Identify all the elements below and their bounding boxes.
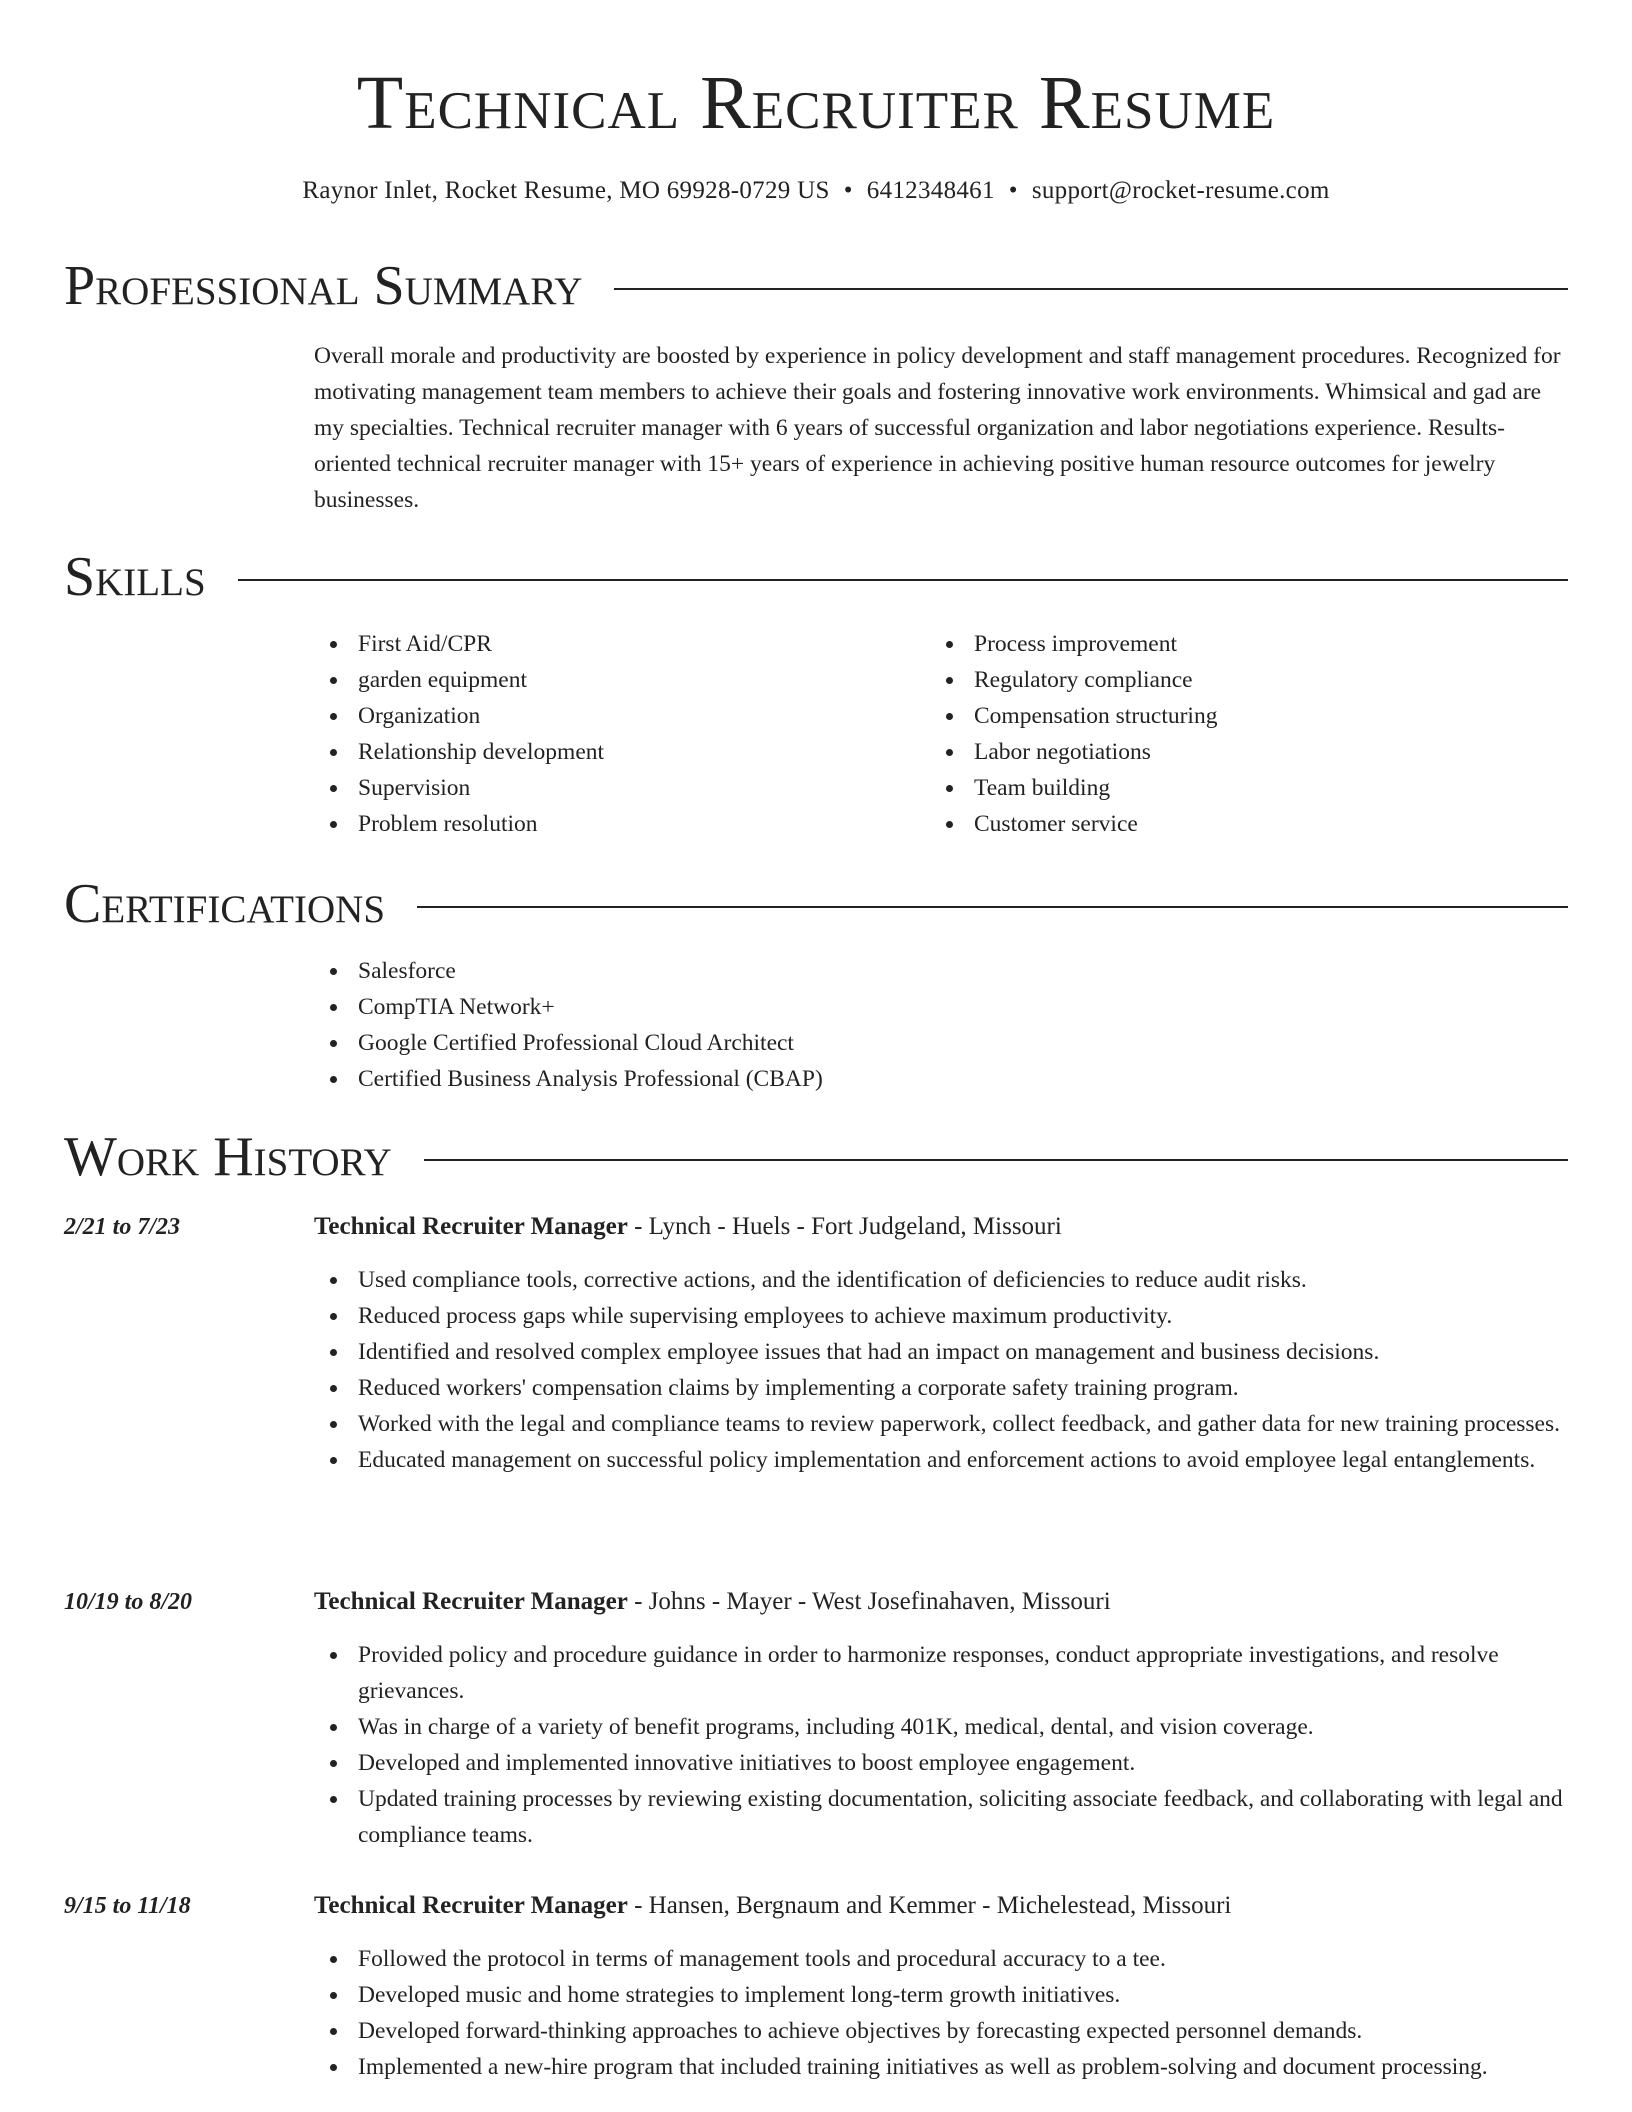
certification-item: Google Certified Professional Cloud Architect bbox=[314, 1025, 1314, 1061]
section-divider bbox=[417, 906, 1568, 908]
skills-column-right bbox=[930, 626, 1530, 842]
contact-address: Raynor Inlet, Rocket Resume, MO 69928-0729 US bbox=[302, 177, 830, 204]
skill-item: Customer service bbox=[930, 806, 1530, 842]
contact-phone: 6412348461 bbox=[866, 177, 995, 204]
job-bullet: Worked with the legal and compliance teams to review paperwork, collect feedback, and gather data for new training processes. bbox=[314, 1406, 1604, 1442]
job-bullet: Implemented a new-hire program that included training initiatives as well as problem-solving and document processing. bbox=[314, 2049, 1604, 2085]
contact-email[interactable]: support@rocket-resume.com bbox=[1031, 177, 1330, 204]
job-bullets bbox=[314, 1637, 1604, 1853]
skill-item: Process improvement bbox=[930, 626, 1530, 662]
job-bullet: Identified and resolved complex employee issues that had an impact on management and business decisions. bbox=[314, 1334, 1604, 1370]
job-bullet: Developed music and home strategies to implement long-term growth initiatives. bbox=[314, 1977, 1604, 2013]
resume-title: Technical Recruiter Resume bbox=[356, 61, 1276, 145]
job-heading bbox=[314, 1209, 1062, 1245]
job-heading bbox=[314, 1584, 1111, 1620]
job-bullet: Used compliance tools, corrective actions, and the identification of deficiencies to reduce audit risks. bbox=[314, 1262, 1604, 1298]
job-bullet: Developed forward-thinking approaches to achieve objectives by forecasting expected personnel demands. bbox=[314, 2013, 1604, 2049]
certifications-list bbox=[314, 953, 1314, 1097]
section-divider bbox=[238, 579, 1568, 581]
skill-item: Relationship development bbox=[314, 734, 914, 770]
job-dates: 10/19 to 8/20 bbox=[64, 1589, 193, 1615]
skill-item: Compensation structuring bbox=[930, 698, 1530, 734]
skill-item: Supervision bbox=[314, 770, 914, 806]
skills-list-right bbox=[930, 626, 1530, 842]
job-role: Technical Recruiter Manager bbox=[314, 1588, 628, 1615]
section-divider bbox=[424, 1159, 1568, 1161]
summary-text: Overall morale and productivity are boosted by experience in policy development and staff management procedures. Recognized for motivating management team members to achieve their goals and fostering innovative work environments. Whimsical and gad are my specialties. Technical recruiter manager with 6 years of successful organization and labor negotiations experience. Results-oriented technical recruiter manager with 15+ years of experience in achieving positive human resource outcomes for jewelry businesses. bbox=[314, 343, 1561, 513]
skill-item: Organization bbox=[314, 698, 914, 734]
skill-item: Regulatory compliance bbox=[930, 662, 1530, 698]
skill-item: Team building bbox=[930, 770, 1530, 806]
job-bullet: Developed and implemented innovative initiatives to boost employee engagement. bbox=[314, 1745, 1604, 1781]
contact-line bbox=[0, 174, 1632, 208]
job-bullet: Reduced workers' compensation claims by implementing a corporate safety training program. bbox=[314, 1370, 1604, 1406]
skill-item: Problem resolution bbox=[314, 806, 914, 842]
job-company: - Johns - Mayer - West Josefinahaven, Missouri bbox=[627, 1588, 1111, 1615]
job-bullet: Reduced process gaps while supervising employees to achieve maximum productivity. bbox=[314, 1298, 1604, 1334]
job-bullets bbox=[314, 1941, 1604, 2085]
certification-item: CompTIA Network+ bbox=[314, 989, 1314, 1025]
section-header-work-history bbox=[64, 1125, 1568, 1189]
job-company: - Hansen, Bergnaum and Kemmer - Michelestead, Missouri bbox=[627, 1892, 1232, 1919]
job-company: - Lynch - Huels - Fort Judgeland, Missouri bbox=[627, 1213, 1062, 1240]
contact-separator: • bbox=[1008, 177, 1018, 204]
job-bullet: Was in charge of a variety of benefit programs, including 401K, medical, dental, and vision coverage. bbox=[314, 1709, 1604, 1745]
job-bullet: Provided policy and procedure guidance in order to harmonize responses, conduct appropriate investigations, and resolve grievances. bbox=[314, 1637, 1604, 1709]
job-bullets bbox=[314, 1262, 1604, 1478]
job-dates: 2/21 to 7/23 bbox=[64, 1214, 181, 1240]
job-bullet: Followed the protocol in terms of management tools and procedural accuracy to a tee. bbox=[314, 1941, 1604, 1977]
job-dates: 9/15 to 11/18 bbox=[64, 1893, 191, 1919]
certifications-list-wrap bbox=[314, 953, 1314, 1097]
skill-item: garden equipment bbox=[314, 662, 914, 698]
section-title-work-history: Work History bbox=[64, 1126, 392, 1188]
skill-item: Labor negotiations bbox=[930, 734, 1530, 770]
section-title-summary: Professional Summary bbox=[64, 255, 583, 317]
section-header-skills bbox=[64, 545, 1568, 609]
skills-column-left bbox=[314, 626, 914, 842]
skills-list-left bbox=[314, 626, 914, 842]
certification-item: Certified Business Analysis Professional (CBAP) bbox=[314, 1061, 1314, 1097]
job-role: Technical Recruiter Manager bbox=[314, 1213, 628, 1240]
section-title-certifications: Certifications bbox=[64, 873, 386, 935]
job-bullet: Educated management on successful policy implementation and enforcement actions to avoid employee legal entanglements. bbox=[314, 1442, 1604, 1478]
section-header-summary bbox=[64, 254, 1568, 318]
section-header-certifications bbox=[64, 872, 1568, 936]
certification-item: Salesforce bbox=[314, 953, 1314, 989]
skill-item: First Aid/CPR bbox=[314, 626, 914, 662]
contact-separator: • bbox=[843, 177, 853, 204]
job-role: Technical Recruiter Manager bbox=[314, 1892, 628, 1919]
section-title-skills: Skills bbox=[64, 546, 206, 608]
section-divider bbox=[614, 288, 1568, 290]
job-heading bbox=[314, 1888, 1231, 1924]
job-bullet: Updated training processes by reviewing existing documentation, soliciting associate feedback, and collaborating with legal and compliance teams. bbox=[314, 1781, 1604, 1853]
